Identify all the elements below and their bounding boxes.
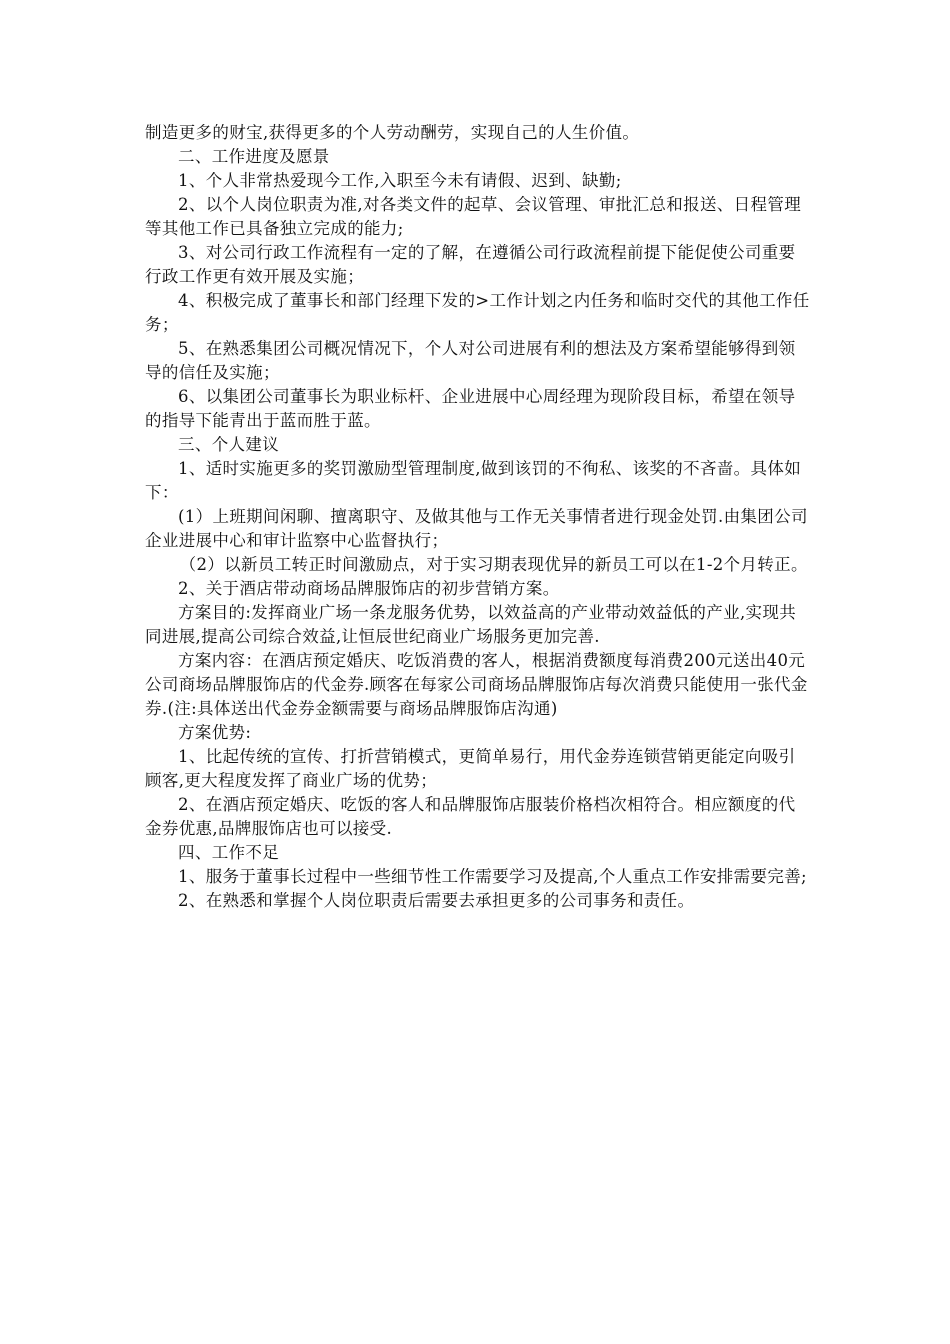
section-heading-2: 二、工作进度及愿景 (178, 147, 330, 166)
paragraph-21: 2、在熟悉和掌握个人岗位职责后需要去承担更多的公司事务和责任。 (178, 891, 695, 910)
section-heading-4: 四、工作不足 (178, 843, 280, 862)
paragraph-15: 方案内容：在酒店预定婚庆、吃饭消费的客人，根据消费额度每消费200元送出40元公司商场品牌服饰店的代金券.顾客在每家公司商场品牌服饰店每次消费只能使用一张代金券.(注:具体送出代金券金额需要与商场品牌服饰店沟通) (145, 651, 808, 718)
paragraph-3: 1、个人非常热爱现今工作,入职至今未有请假、迟到、缺勤; (178, 171, 622, 190)
paragraph-5: 3、对公司行政工作流程有一定的了解，在遵循公司行政流程前提下能促使公司重要行政工作更有效开展及实施； (145, 243, 796, 286)
paragraph-7: 5、在熟悉集团公司概况情况下，个人对公司进展有利的想法及方案希望能够得到领导的信任及实施； (145, 339, 796, 382)
paragraph-12: （2）以新员工转正时间激励点，对于实习期表现优异的新员工可以在1-2个月转正。 (179, 555, 808, 574)
paragraph-16: 方案优势: (178, 723, 252, 742)
paragraph-14: 方案目的:发挥商业广场一条龙服务优势，以效益高的产业带动效益低的产业,实现共同进展,提高公司综合效益,让恒辰世纪商业广场服务更加完善. (145, 603, 797, 646)
paragraph-20: 1、服务于董事长过程中一些细节性工作需要学习及提高,个人重点工作安排需要完善; (178, 867, 807, 886)
paragraph-1: 制造更多的财宝,获得更多的个人劳动酬劳，实现自己的人生价值。 (145, 123, 640, 142)
paragraph-4: 2、以个人岗位职责为准,对各类文件的起草、会议管理、审批汇总和报送、日程管理等其他工作已具备独立完成的能力; (145, 195, 802, 238)
paragraph-10: 1、适时实施更多的奖罚激励型管理制度,做到该罚的不徇私、该奖的不吝啬。具体如下： (145, 459, 802, 502)
section-heading-3: 三、个人建议 (178, 435, 280, 454)
paragraph-18: 2、在酒店预定婚庆、吃饭的客人和品牌服饰店服装价格档次相符合。相应额度的代金券优惠,品牌服饰店也可以接受. (145, 795, 796, 838)
paragraph-13: 2、关于酒店带动商场品牌服饰店的初步营销方案。 (178, 579, 560, 598)
document-body (145, 121, 810, 913)
paragraph-11: (1）上班期间闲聊、擅离职守、及做其他与工作无关事情者进行现金处罚.由集团公司企业进展中心和审计监察中心监督执行； (145, 507, 808, 550)
paragraph-8: 6、以集团公司董事长为职业标杆、企业进展中心周经理为现阶段目标，希望在领导的指导下能青出于蓝而胜于蓝。 (145, 387, 796, 430)
paragraph-17: 1、比起传统的宣传、打折营销模式，更简单易行，用代金券连锁营销更能定向吸引顾客,更大程度发挥了商业广场的优势； (145, 747, 796, 790)
paragraph-6: 4、积极完成了董事长和部门经理下发的>工作计划之内任务和临时交代的其他工作任务； (145, 291, 810, 334)
